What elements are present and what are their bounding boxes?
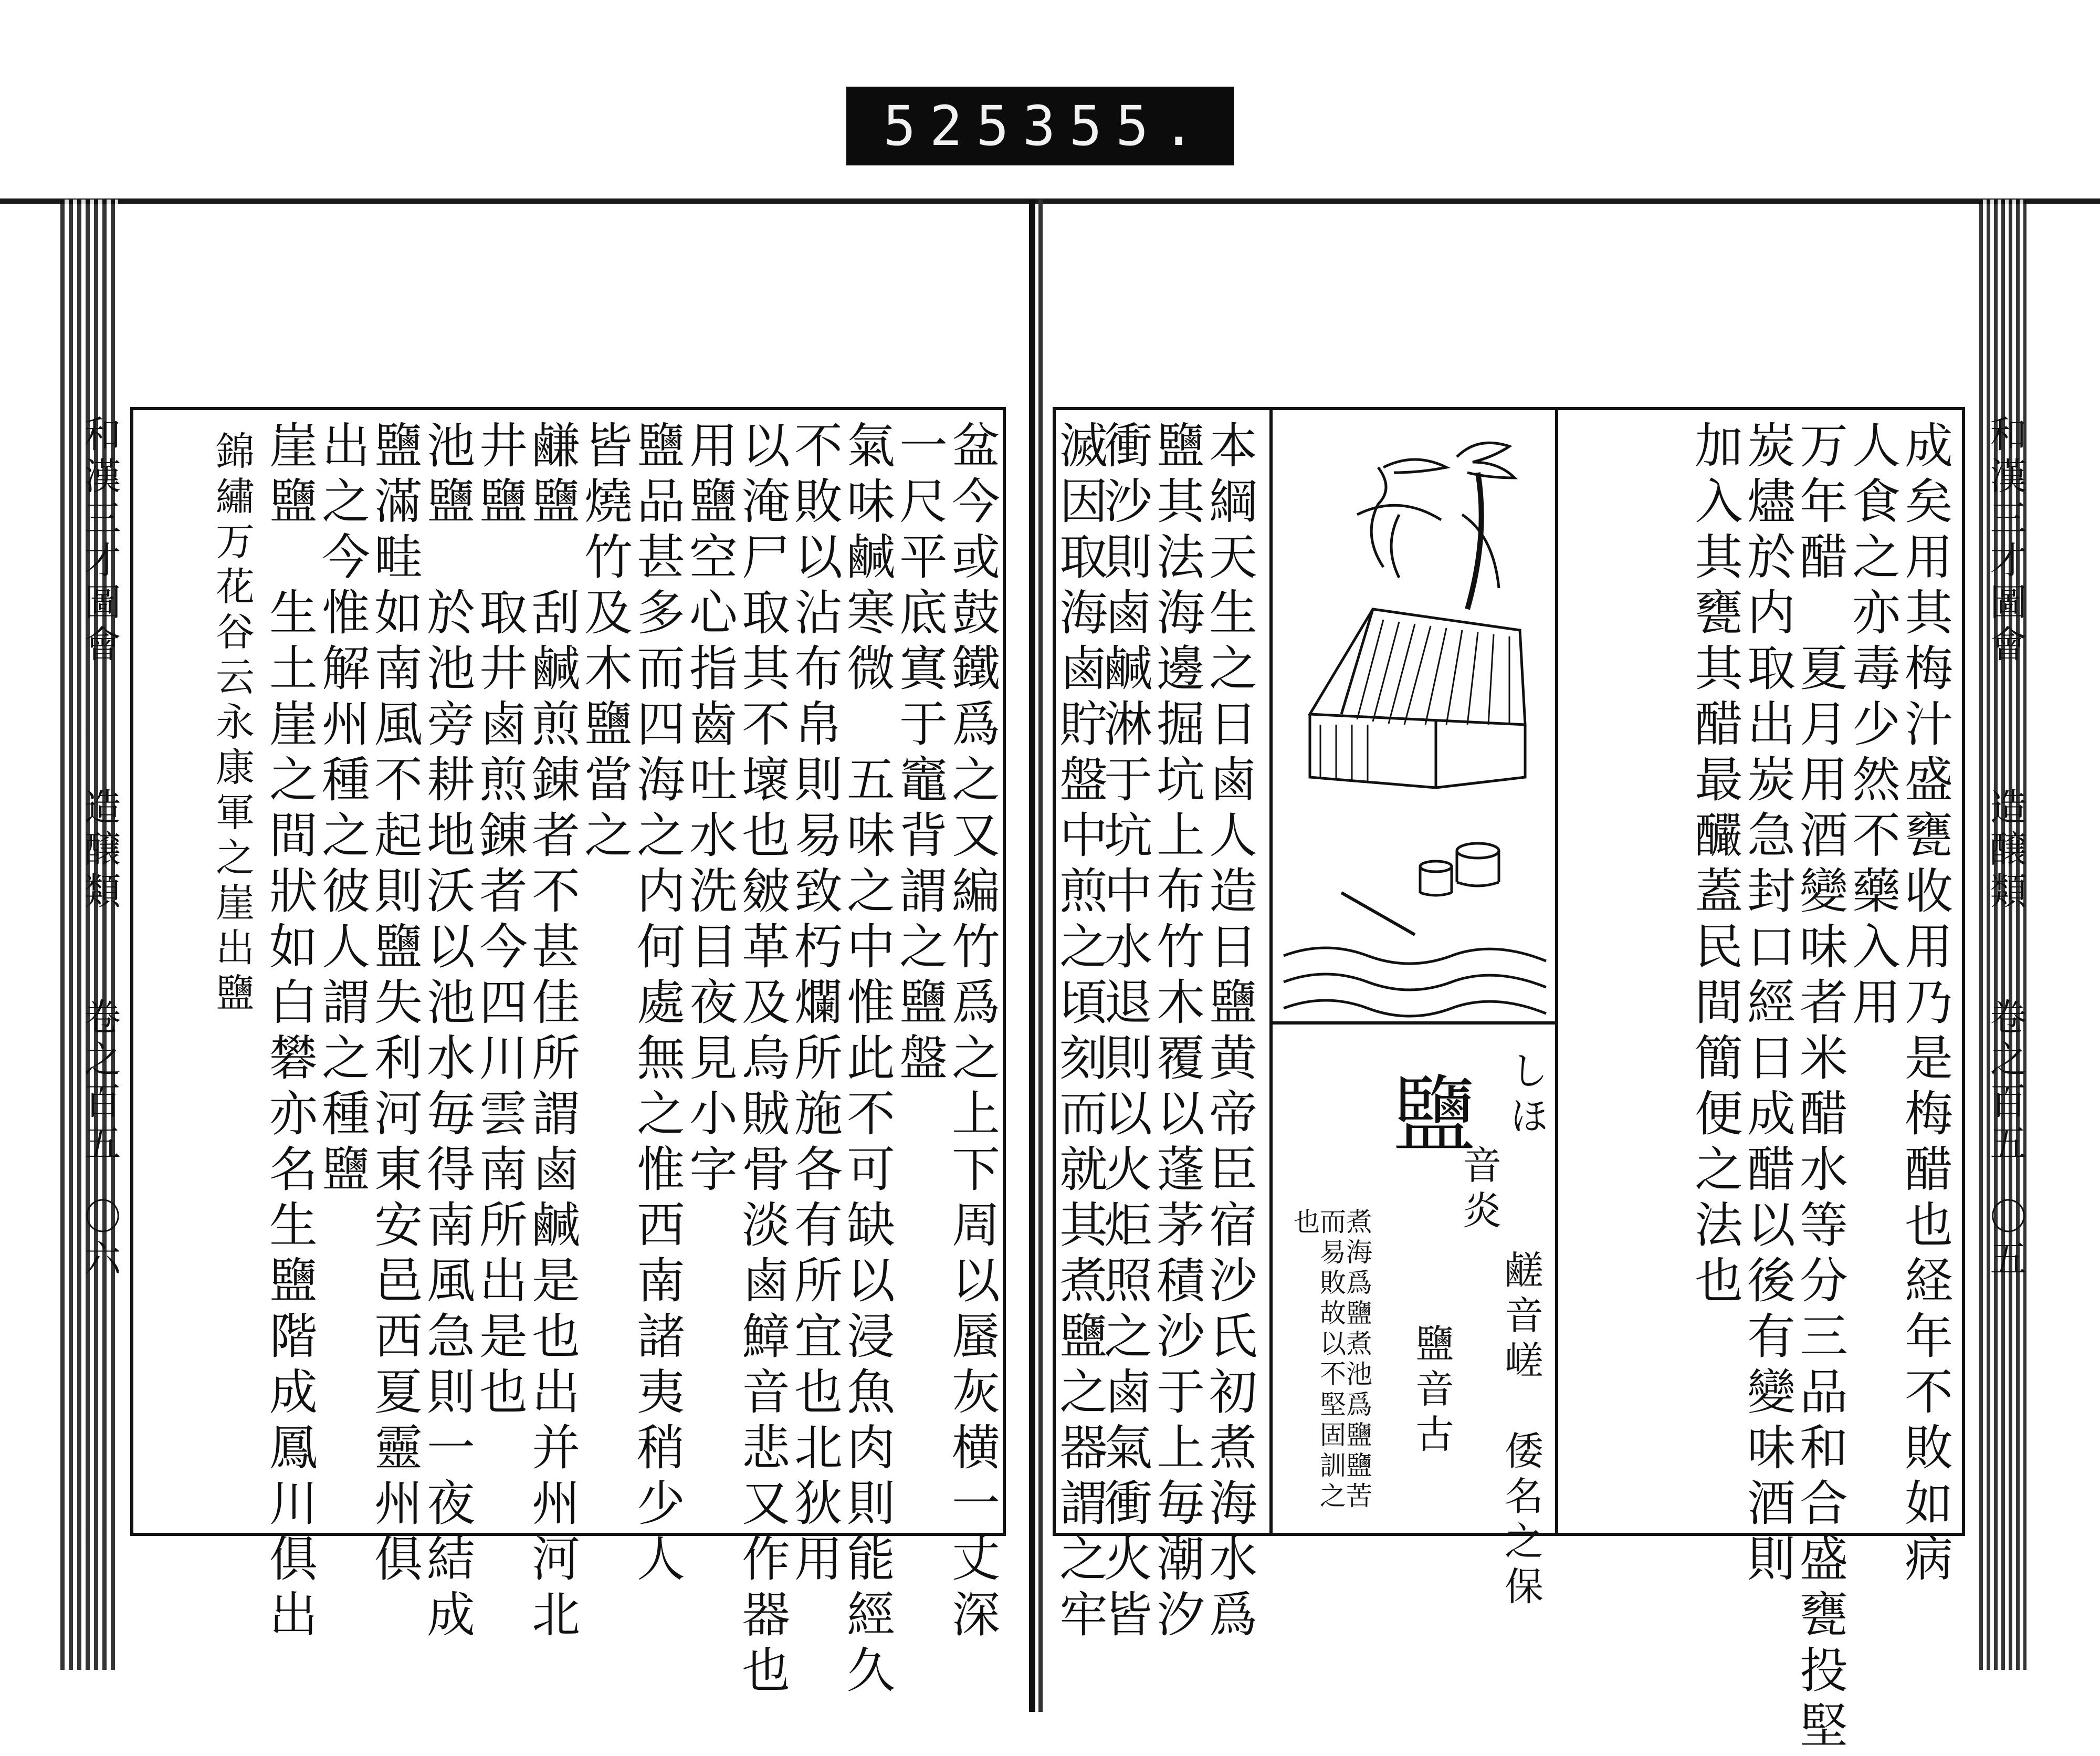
entry-variant-1: 鹺音嵯 倭名之保 — [1498, 1250, 1544, 1611]
top-rule — [0, 198, 2100, 204]
left-margin-title: 和漢三才圖會 — [78, 415, 121, 667]
right-column-3: 万年醋 夏月用酒變味者米醋水等分三品和合盛甕投堅 — [1792, 420, 1848, 1756]
right-margin-title: 和漢三才圖會 — [1984, 415, 2027, 667]
illustration-bottom-rule — [1269, 1021, 1558, 1025]
left-margin-folio: 卷之百五 — [78, 998, 121, 1166]
reference-number-right: 355. — [1022, 94, 1209, 158]
left-column-4: 不敗以沾布帛則易致朽爛所施各有所宜也北狄用 — [786, 420, 843, 1589]
archive-reference-tag — [846, 87, 1234, 165]
entry-variant-2: 鹽音古 — [1409, 1323, 1454, 1459]
right-main-column-3: 衝沙則鹵鹹淋于坑中水退則以火炬照之鹵氣衝火皆 — [1096, 420, 1152, 1645]
left-column-13: 出之今惟解州種之彼人謂之種鹽 — [314, 420, 370, 1199]
left-column-14: 崖鹽 生土崖之間狀如白礬亦名生鹽階成鳳川俱出 — [261, 420, 318, 1645]
left-column-12: 鹽滿畦如南風不起則鹽失利河東安邑西夏靈州俱 — [366, 420, 423, 1589]
salt-hut-illustration — [1278, 410, 1551, 1019]
right-column-1: 成矣用其梅汁盛甕收用乃是梅醋也経年不敗如病 — [1897, 420, 1953, 1589]
illustration-left-rule — [1269, 410, 1273, 1533]
right-margin-page: 〇五 — [1984, 1197, 2027, 1281]
reference-number-left: 525 — [883, 94, 1023, 158]
right-margin-section: 造醸類 — [1984, 788, 2027, 914]
left-margin-page: 〇六 — [78, 1197, 121, 1281]
left-column-15: 錦繡万花谷云永康軍之崖出鹽 — [209, 431, 255, 1018]
entry-sound: 音炎 — [1456, 1145, 1502, 1235]
left-column-8: 皆燒竹及木鹽當之 — [576, 420, 633, 865]
left-margin-section: 造醸類 — [78, 788, 121, 914]
left-column-9: 鹻鹽 刮鹹煎錬者不甚佳所謂鹵鹹是也出并州河北 — [524, 420, 580, 1645]
left-column-3: 氣味鹹寒微 五味之中惟此不可缺以浸魚肉則能經久 — [839, 420, 895, 1700]
right-column-5: 加入其甕其醋最釅蓋民間簡便之法也 — [1687, 420, 1743, 1311]
illustration-right-rule — [1555, 410, 1558, 1533]
left-column-5: 以淹尸取其不壞也皴革及烏賊骨淡鹵鱆音悲又作器也 — [734, 420, 790, 1700]
entry-reading: しほ — [1504, 1050, 1549, 1141]
right-column-4: 炭燼於内取出炭急封口經日成醋以後有變味酒則 — [1739, 420, 1796, 1589]
left-column-6: 用鹽空心指齒吐水洗目夜見小字 — [681, 420, 738, 1199]
book-gutter — [1029, 200, 1035, 1712]
entry-headword: 鹽 — [1392, 1066, 1477, 1164]
right-main-column-4: 滅因取海鹵貯盤中煎之頃刻而就其煮鹽之器謂之牢 — [1052, 420, 1108, 1645]
left-column-10: 井鹽 取井鹵煎錬者今四川雲南所出是也 — [471, 420, 528, 1422]
book-gutter-shadow — [1038, 200, 1043, 1712]
right-column-2: 人食之亦毒少然不藥入用 — [1844, 420, 1900, 1032]
left-column-7: 鹽品甚多而四海之内何處無之惟西南諸夷稍少人 — [629, 420, 685, 1589]
right-main-column-1: 本綱天生之日鹵人造日鹽黄帝臣宿沙氏初煮海水爲 — [1201, 420, 1257, 1645]
left-column-1: 盆今或鼓鐵爲之又編竹爲之上下周以蜃灰横一丈深 — [944, 420, 1000, 1645]
left-column-11: 池鹽 於池旁耕地沃以池水毎得南風急則一夜結成 — [419, 420, 475, 1645]
right-margin-folio: 卷之百五 — [1984, 998, 2027, 1166]
left-column-2: 一尺平底寘于竈背謂之鹽盤 — [891, 420, 948, 1088]
right-main-column-2: 鹽其法海邊掘坑上布竹木覆以蓬茅積沙于上毎潮汐 — [1149, 420, 1205, 1645]
entry-variant-note: 煮海爲鹽煮池爲鹽鹽苦而易敗故以不堅固訓之也 — [1289, 1208, 1372, 1512]
